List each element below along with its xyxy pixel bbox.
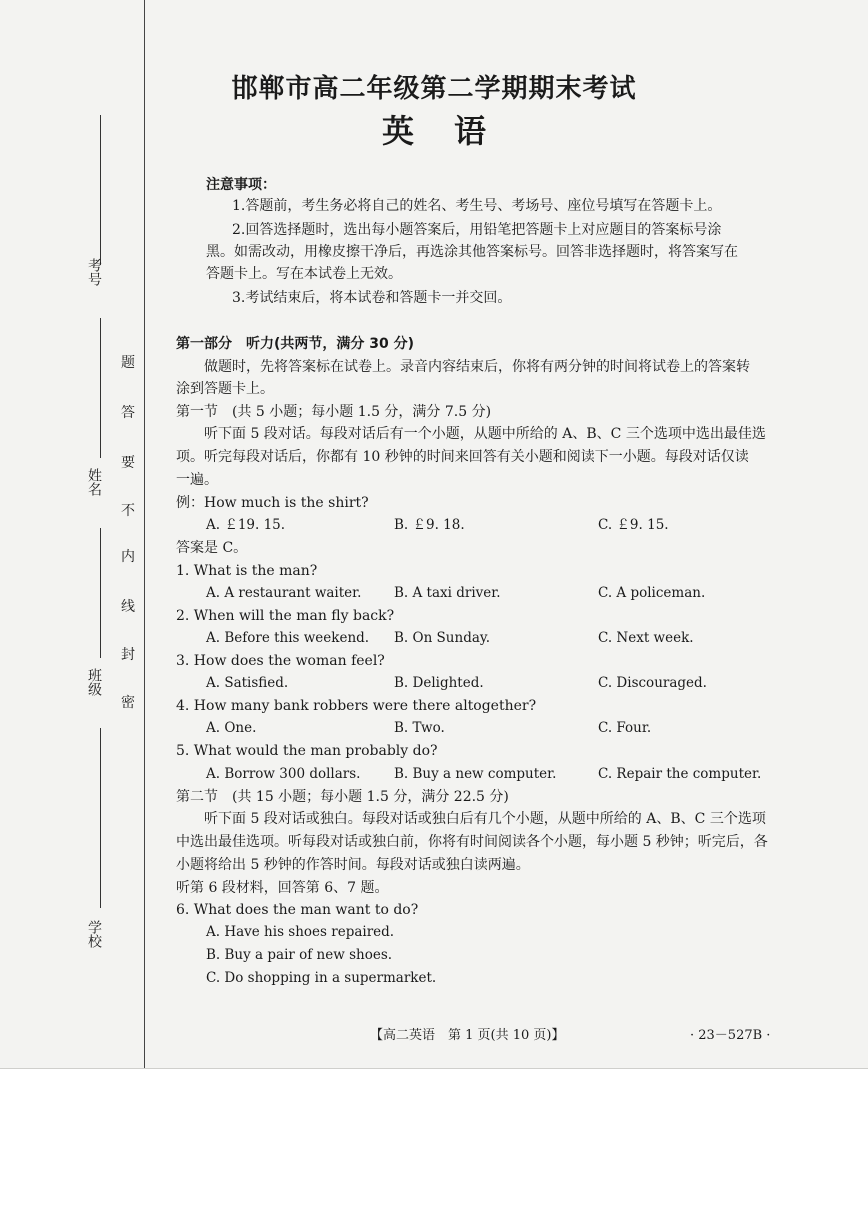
example-answer: 答案是 C。 <box>176 540 248 556</box>
seal-char: 封 <box>121 647 135 663</box>
q1-option-b: B. A taxi driver. <box>394 585 501 601</box>
question-6: 6. What does the man want to do? <box>176 902 419 918</box>
q6-option-a: A. Have his shoes repaired. <box>206 924 395 940</box>
question-5: 5. What would the man probably do? <box>176 743 438 759</box>
q4-option-c: C. Four. <box>598 720 652 736</box>
exam-number-label: 考号 <box>86 258 102 286</box>
q3-option-a: A. Satisfied. <box>206 675 289 691</box>
class-label: 班级 <box>86 668 102 696</box>
part1-intro: 做题时，先将答案标在试卷上。录音内容结束后，你将有两分钟的时间将试卷上的答案转 <box>204 359 750 375</box>
q4-option-a: A. One. <box>206 720 257 736</box>
seal-char: 题 <box>121 355 135 371</box>
part1-intro: 涂到答题卡上。 <box>176 381 274 397</box>
section1-intro: 项。听完每段对话后，你都有 10 秒钟的时间来回答有关小题和阅读下一小题。每段对话仅读 <box>176 449 749 465</box>
q5-option-c: C. Repair the computer. <box>598 766 762 782</box>
notice-line: 3.考试结束后，将本试卷和答题卡一并交回。 <box>232 290 512 306</box>
seal-char: 答 <box>121 405 135 421</box>
exam-title: 邯郸市高二年级第二学期期末考试 <box>231 74 637 104</box>
q1-option-c: C. A policeman. <box>598 585 706 601</box>
section2-intro: 中选出最佳选项。听每段对话或独白前，你将有时间阅读各个小题，每小题 5 秒钟；听完后，各 <box>176 834 768 850</box>
q3-option-b: B. Delighted. <box>394 675 484 691</box>
q2-option-a: A. Before this weekend. <box>206 630 370 646</box>
example-option-c: C. ￡9. 15. <box>598 517 669 533</box>
q5-option-a: A. Borrow 300 dollars. <box>206 766 361 782</box>
question-4: 4. How many bank robbers were there altogether? <box>176 698 537 714</box>
question-1: 1. What is the man? <box>176 563 318 579</box>
example-option-a: A. ￡19. 15. <box>206 517 286 533</box>
q2-option-c: C. Next week. <box>598 630 694 646</box>
section1-intro: 一遍。 <box>176 472 218 488</box>
notice-line: 黑。如需改动，用橡皮擦干净后，再选涂其他答案标号。回答非选择题时，将答案写在 <box>206 244 738 260</box>
notice-line: 答题卡上。写在本试卷上无效。 <box>206 266 402 282</box>
seal-char: 密 <box>121 695 135 711</box>
class-blank <box>100 528 101 658</box>
subject-title: 英语 <box>381 112 526 150</box>
seal-char: 内 <box>121 549 135 565</box>
paper-code: · 23－527B · <box>690 1028 771 1043</box>
q6-option-c: C. Do shopping in a supermarket. <box>206 970 437 986</box>
section1-heading: 第一节 (共 5 小题；每小题 1.5 分，满分 7.5 分) <box>176 404 492 420</box>
section2-intro: 小题将给出 5 秒钟的作答时间。每段对话或独白读两遍。 <box>176 857 530 873</box>
section1-intro: 听下面 5 段对话。每段对话后有一个小题，从题中所给的 A、B、C 三个选项中选出最佳选 <box>204 426 766 442</box>
question-2: 2. When will the man fly back? <box>176 608 395 624</box>
q3-option-c: C. Discouraged. <box>598 675 707 691</box>
notice-heading: 注意事项： <box>206 177 276 193</box>
part1-heading: 第一部分 听力(共两节，满分 30 分) <box>176 336 415 352</box>
section2-heading: 第二节 (共 15 小题；每小题 1.5 分，满分 22.5 分) <box>176 789 509 805</box>
school-label: 学校 <box>86 920 102 948</box>
section2-intro: 听下面 5 段对话或独白。每段对话或独白后有几个小题，从题中所给的 A、B、C 三个选项 <box>204 811 766 827</box>
q4-option-b: B. Two. <box>394 720 445 736</box>
q6-option-b: B. Buy a pair of new shoes. <box>206 947 393 963</box>
page-footer: 【高二英语 第 1 页(共 10 页)】 <box>370 1028 565 1043</box>
question-3: 3. How does the woman feel? <box>176 653 385 669</box>
q2-option-b: B. On Sunday. <box>394 630 491 646</box>
seal-char: 不 <box>121 503 135 519</box>
example-option-b: B. ￡9. 18. <box>394 517 465 533</box>
seal-char: 要 <box>121 455 135 471</box>
name-blank <box>100 318 101 458</box>
q5-option-b: B. Buy a new computer. <box>394 766 557 782</box>
school-blank <box>100 728 101 908</box>
name-label: 姓名 <box>86 468 102 496</box>
q1-option-a: A. A restaurant waiter. <box>206 585 362 601</box>
material-instruction: 听第 6 段材料，回答第 6、7 题。 <box>176 880 389 896</box>
seal-char: 线 <box>121 599 135 615</box>
notice-line: 1.答题前，考生务必将自己的姓名、考生号、考场号、座位号填写在答题卡上。 <box>232 198 722 214</box>
example-question: 例：How much is the shirt? <box>176 495 369 511</box>
binding-line <box>144 0 145 1068</box>
notice-line: 2.回答选择题时，选出每小题答案后，用铅笔把答题卡上对应题目的答案标号涂 <box>232 222 722 238</box>
